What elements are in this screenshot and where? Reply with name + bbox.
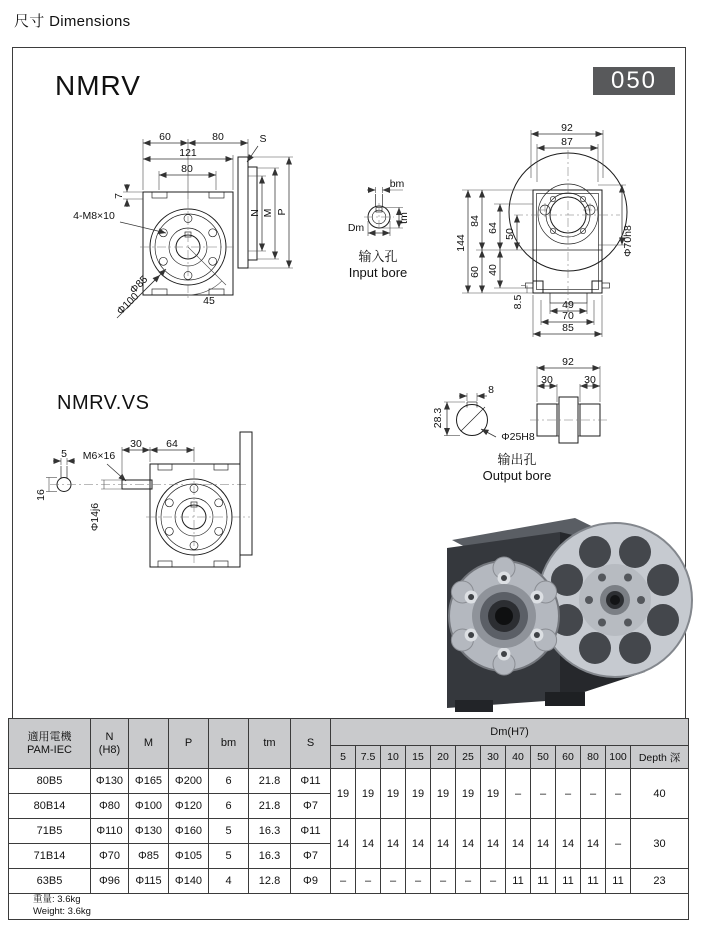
cell: Φ110 [91,819,129,844]
dim-label: 70 [562,310,574,322]
output-bore-caption-cn: 输出孔 [497,452,537,467]
dim-label: 64 [487,222,499,234]
cell: 14 [381,819,406,869]
cell: 71B14 [9,844,91,869]
header-dm-10: 10 [381,746,406,769]
cell: 71B5 [9,819,91,844]
cell: 63B5 [9,869,91,894]
cell: – [606,769,631,819]
cell: Φ200 [169,769,209,794]
dim-label: 49 [562,299,574,311]
dim-label: 8 [488,384,494,396]
product-photo [447,518,692,712]
dim-label: M [262,208,274,218]
header-pam-iec [9,719,91,769]
cell: 14 [531,819,556,869]
cell: 30 [631,819,689,869]
nmrv-front-drawing [73,131,293,318]
cell: – [381,869,406,894]
cell: 19 [456,769,481,819]
dim-label: 45 [203,295,215,307]
cell: – [331,869,356,894]
cell: 21.8 [249,794,291,819]
cell: 80B5 [9,769,91,794]
model-name: NMRV [55,70,141,101]
cell: 11 [556,869,581,894]
cell: 11 [531,869,556,894]
dim-label: P [276,208,288,216]
dim-label: 87 [561,136,573,148]
header-dm-60: 60 [556,746,581,769]
cell: 23 [631,869,689,894]
vs-model-name: NMRV.VS [57,392,150,414]
cell: 14 [406,819,431,869]
header-dm-40: 40 [506,746,531,769]
dim-label: 16 [35,489,47,501]
header-dm-15: 15 [406,746,431,769]
cell: Φ80 [91,794,129,819]
header-s: S [291,719,331,769]
weight-note-row [9,894,689,920]
cell: 80B14 [9,794,91,819]
cell: – [481,869,506,894]
cell: Φ96 [91,869,129,894]
cell: 16.3 [249,819,291,844]
cell: 14 [481,819,506,869]
cell: 14 [331,819,356,869]
input-bore-caption [326,249,430,280]
header-pam-line2: PAM-IEC [26,743,73,756]
weight-note [9,894,689,920]
cell: Φ165 [129,769,169,794]
dim-label: 30 [584,374,596,386]
input-bore-caption-en: Input bore [348,264,408,280]
cell: 19 [356,769,381,819]
dim-label: 40 [487,264,499,276]
cell: Φ7 [291,794,331,819]
cell: 21.8 [249,769,291,794]
cell: Φ130 [129,819,169,844]
cell: – [356,869,381,894]
header-dm-25: 25 [456,746,481,769]
cell: Φ100 [129,794,169,819]
dim-label: Φ100 [114,290,142,318]
header-n-line1: N [105,730,114,743]
dim-label: 80 [212,131,224,143]
dim-label: 60 [159,131,171,143]
dim-label: 28.3 [432,407,444,429]
dim-label: N [249,209,261,217]
dim-label: 84 [469,215,481,227]
header-dm-5: 5 [331,746,356,769]
cell: Φ11 [291,769,331,794]
rear-view-drawing [455,122,634,337]
cell: – [581,769,606,819]
header-dm-80: 80 [581,746,606,769]
cell: Φ115 [129,869,169,894]
header-m: M [129,719,169,769]
cell: 19 [406,769,431,819]
header-n-line2: (H8) [98,743,121,756]
cell: Φ9 [291,869,331,894]
dim-label: 144 [455,234,467,252]
table-row [9,869,689,894]
cell: – [606,819,631,869]
header-tm: tm [249,719,291,769]
cell: 6 [209,794,249,819]
dim-label: 8.5 [512,294,524,310]
header-dm-7-5: 7.5 [356,746,381,769]
dim-label: M6×16 [82,450,116,462]
cell: Φ11 [291,819,331,844]
dim-label: Φ85 [127,273,151,297]
dim-label: Dm [347,222,365,234]
cell: 16.3 [249,844,291,869]
header-dm-group: Dm(H7) [331,719,689,746]
header-dm-50: 50 [531,746,556,769]
cell: 6 [209,769,249,794]
dim-label: 64 [166,438,178,450]
cell: – [431,869,456,894]
size-badge: 050 [593,67,675,95]
dim-label: 30 [130,438,142,450]
dim-label: 121 [179,147,197,159]
cell: 5 [209,844,249,869]
header-depth: Depth 深 [631,746,689,769]
cell: – [456,869,481,894]
input-bore-drawing [348,178,410,236]
header-dm-100: 100 [606,746,631,769]
cell: 19 [431,769,456,819]
cell: 14 [581,819,606,869]
cell: 14 [556,819,581,869]
cell: 4 [209,869,249,894]
cell: 14 [456,819,481,869]
dim-label: 92 [561,122,573,134]
dim-label: 50 [504,228,516,240]
cell: 19 [481,769,506,819]
cell: Φ130 [91,769,129,794]
dimensions-table [8,718,689,920]
table-row [9,819,689,844]
dim-label: 7 [113,193,125,199]
cell: 40 [631,769,689,819]
output-bore-caption [455,452,579,483]
cell: Φ7 [291,844,331,869]
output-bore-drawing [432,356,607,443]
header-dm-30: 30 [481,746,506,769]
cell: – [531,769,556,819]
dim-label: 5 [61,448,67,460]
header-p: P [169,719,209,769]
table-row [9,769,689,794]
dim-label: Φ25H8 [501,431,535,443]
cell: Φ120 [169,794,209,819]
cell: 14 [506,819,531,869]
cell: Φ140 [169,869,209,894]
cell: 5 [209,819,249,844]
nmrv-vs-drawing [35,432,252,567]
input-bore-caption-cn: 输入孔 [358,249,398,264]
page-title: 尺寸 Dimensions [14,13,131,30]
bolt-spec-label: 4-M8×10 [73,210,115,222]
dim-label: 30 [541,374,553,386]
dim-label: Φ70h8 [622,225,634,257]
dim-label: 92 [562,356,574,368]
cell: Φ105 [169,844,209,869]
dim-label: 85 [562,322,574,334]
cell: Φ70 [91,844,129,869]
table-header-row [9,719,689,746]
dim-label: tm [398,212,410,224]
header-dm-20: 20 [431,746,456,769]
cell: Φ85 [129,844,169,869]
cell: 14 [431,819,456,869]
header-n [91,719,129,769]
cell: Φ160 [169,819,209,844]
dim-label: 80 [181,163,193,175]
dim-label: S [259,133,267,145]
cell: – [406,869,431,894]
cell: – [506,769,531,819]
weight-cn: 重量: 3.6kg [33,894,81,905]
header-bm: bm [209,719,249,769]
cell: 12.8 [249,869,291,894]
cell: – [556,769,581,819]
weight-en: Weight: 3.6kg [33,906,91,918]
header-pam-line1: 適用電機 [27,730,72,743]
cell: 19 [331,769,356,819]
cell: 11 [606,869,631,894]
cell: 11 [506,869,531,894]
cell: 11 [581,869,606,894]
output-bore-caption-en: Output bore [482,467,552,483]
dim-label: 60 [469,266,481,278]
dim-label: bm [389,178,405,190]
cell: 14 [356,819,381,869]
cell: 19 [381,769,406,819]
dim-label: Φ14j6 [89,502,101,532]
